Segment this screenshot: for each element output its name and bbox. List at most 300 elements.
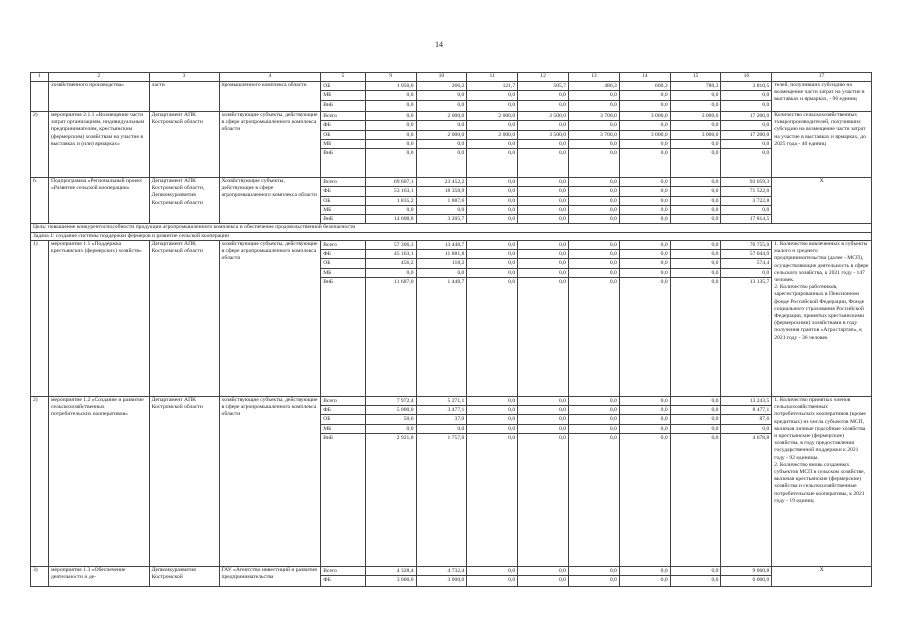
amount-cell: 0,0 — [620, 120, 670, 129]
amount-column — [416, 82, 467, 112]
header-cell: 2 — [49, 73, 150, 82]
funding-sources — [321, 178, 365, 224]
amount-column — [416, 566, 467, 586]
amount-cell: 3 000,0 — [650, 113, 668, 119]
funding-source-label: МБ — [321, 268, 364, 277]
amount-cell: 0,0 — [721, 100, 771, 109]
amount-cell: 0,0 — [671, 148, 721, 157]
expected-result: X — [772, 178, 872, 224]
expected-result: 1. Количество принятых членов сельскохозяйственных потребительских кооперативов (кроме кредитных) из числа субъектов МСП, включая личные подсобные хозяйства и крестьянские (фермерские) хозяйства, в году предоставления государственной поддержки к 2021 году - 92 единицы. 2. Количество вновь созданных субъектов МСП в сельском хозяйстве, включая крестьянские (фермерские) хозяйства и сельскохозяйственные потребительские кооперативы, к 2021 году - 19 единиц — [772, 396, 872, 566]
amount-column — [365, 178, 416, 224]
amount-cell: 0,0 — [671, 139, 721, 148]
amount-cell: 1 835,2 — [366, 196, 416, 205]
amount-cell: 0,0 — [467, 205, 517, 214]
amount-cell: 0,0 — [671, 575, 721, 584]
funding-sources — [321, 240, 365, 396]
amount-cell: 574,4 — [721, 258, 771, 267]
amount-cell: 0,0 — [620, 258, 670, 267]
amount-cell: 118,2 — [417, 258, 467, 267]
goal-row — [31, 224, 872, 232]
amount-cell: 0,0 — [366, 139, 416, 148]
header-cell: 10 — [416, 73, 467, 82]
amount-cell: 0,0 — [671, 90, 721, 99]
table-row — [31, 178, 872, 224]
funding-source-label: ФБ — [321, 575, 364, 584]
budget-table — [30, 72, 872, 587]
amount-cell: 0,0 — [569, 205, 619, 214]
amount-cell: 3 700,0 — [600, 113, 617, 119]
funding-source-label: ОБ — [323, 83, 331, 89]
amount-column — [721, 566, 772, 586]
amount-cell: 0,0 — [467, 268, 517, 277]
amount-cell: 57 044,9 — [721, 249, 771, 258]
amount-cell: 0,0 — [660, 397, 668, 404]
amount-cell: 23 452,2 — [444, 179, 465, 185]
amount-cell: 2 000,0 — [417, 130, 467, 139]
amount-cell: 0,0 — [609, 241, 617, 248]
amount-column — [619, 178, 670, 224]
amount-cell: 0,0 — [620, 424, 670, 433]
amount-column — [721, 240, 772, 396]
amount-cell: 0,0 — [711, 241, 719, 248]
amount-cell: 0,0 — [467, 100, 517, 109]
funding-source-label: ОБ — [321, 130, 364, 139]
amount-cell: 0,0 — [518, 214, 568, 223]
expected-result: Количество сельскохозяйственных товаропроизводителей, получивших субсидию на возмещение части затрат на участие в выставках и ярмарках, до 2025 года - 40 единиц — [772, 112, 872, 178]
amount-cell: 0,0 — [467, 214, 517, 223]
amount-cell: 0,0 — [467, 139, 517, 148]
amount-column — [365, 396, 416, 566]
expected-result: X — [772, 566, 872, 586]
amount-column — [670, 566, 721, 586]
amount-cell: 0,0 — [620, 433, 670, 442]
amount-cell: 2 000,0 — [447, 113, 465, 119]
amount-cell: 3 000,0 — [671, 130, 721, 139]
task-text: Задача 1: создание системы поддержки фермеров и развитие сельской кооперации — [31, 232, 872, 240]
amount-cell: 0,0 — [671, 120, 721, 129]
amount-cell: 17 814,5 — [721, 214, 771, 223]
funding-source-label: Всего — [323, 397, 337, 404]
amount-cell: 0,0 — [660, 179, 668, 185]
funding-source-label: ОБ — [321, 414, 364, 423]
amount-cell: 93 059,3 — [749, 179, 770, 185]
amount-cell: 486,3 — [604, 83, 617, 89]
amount-cell: 0,0 — [711, 567, 719, 574]
amount-cell: 780,3 — [705, 83, 719, 89]
amount-cell: 0,0 — [417, 100, 467, 109]
amount-cell: 3 477,1 — [417, 405, 467, 414]
amount-cell: 0,0 — [467, 414, 517, 423]
executor: Департамент АПК Костромской области — [149, 240, 219, 396]
funding-sources — [321, 566, 365, 586]
amount-column — [568, 178, 619, 224]
amount-cell: 0,0 — [518, 139, 568, 148]
header-cell: 1 — [31, 73, 49, 82]
amount-cell: 0,0 — [467, 249, 517, 258]
amount-column — [518, 240, 569, 396]
measure-name: мероприятие 2.1.1 «Возмещение части затрат организациям, индивидуальным предпринимателям, крестьянским (фермерским) хозяйствам на участие в выставках и (или) ярмарках» — [49, 112, 150, 178]
amount-cell: 0,0 — [569, 214, 619, 223]
amount-cell: 0,0 — [569, 120, 619, 129]
funding-source-label: ФБ — [321, 249, 364, 258]
amount-column — [721, 82, 772, 112]
amount-cell: 0,0 — [366, 90, 416, 99]
header-cell: 15 — [670, 73, 721, 82]
amount-cell: 1 757,0 — [417, 433, 467, 442]
amount-column — [518, 178, 569, 224]
amount-cell: 0,0 — [558, 567, 566, 574]
amount-cell: 13 243,5 — [749, 397, 770, 404]
amount-cell: 0,0 — [366, 130, 416, 139]
amount-cell: 0,0 — [518, 414, 568, 423]
participants: хозяйствующие субъекты, действующие в сфере агропромышленного комплекса области — [219, 112, 321, 178]
amount-cell: 0,0 — [711, 397, 719, 404]
amount-cell: 0,0 — [569, 139, 619, 148]
amount-cell: 0,0 — [508, 567, 516, 574]
row-number: 2) — [31, 396, 49, 566]
amount-cell: 0,0 — [518, 268, 568, 277]
table-row — [31, 82, 872, 112]
amount-cell: 0,0 — [620, 268, 670, 277]
amount-cell: 3 000,0 — [620, 130, 670, 139]
amount-column — [518, 566, 569, 586]
amount-cell: 0,0 — [620, 100, 670, 109]
amount-cell: 50,6 — [366, 414, 416, 423]
amount-cell: 0,0 — [671, 258, 721, 267]
measure-name: мероприятие 1.2 «Создание и развитие сельскохозяйственных потребительских кооперативов» — [49, 396, 150, 566]
amount-cell: 17 200,0 — [749, 113, 770, 119]
header-row — [31, 73, 872, 82]
amount-cell: 0,0 — [467, 575, 517, 584]
amount-cell: 2 000,0 — [467, 130, 517, 139]
amount-cell: 0,0 — [620, 90, 670, 99]
amount-cell: 37,0 — [417, 414, 467, 423]
funding-source-label: Всего — [323, 113, 337, 119]
amount-cell: 3 722,8 — [721, 196, 771, 205]
amount-cell: 266,2 — [451, 83, 465, 89]
amount-cell: 0,0 — [417, 424, 467, 433]
amount-cell: 0,0 — [721, 424, 771, 433]
row-number — [31, 82, 49, 112]
header-cell: 16 — [721, 73, 772, 82]
amount-cell: 3 000,0 — [417, 575, 467, 584]
funding-sources — [321, 112, 365, 178]
table-row — [31, 396, 872, 566]
amount-column — [467, 396, 518, 566]
amount-cell: 5 000,0 — [366, 405, 416, 414]
amount-cell: 0,0 — [721, 90, 771, 99]
row-number: 3) — [31, 566, 49, 586]
amount-column — [518, 396, 569, 566]
amount-column — [568, 396, 619, 566]
amount-cell: 0,0 — [518, 249, 568, 258]
amount-column — [365, 112, 416, 178]
amount-column — [467, 112, 518, 178]
executor: ласти — [149, 82, 219, 112]
executor: Департамент АПК Костромской области, Депконкуразвития Костромской области — [149, 178, 219, 224]
amount-cell: 57 306,3 — [393, 241, 414, 248]
amount-cell: 0,0 — [518, 148, 568, 157]
header-cell: 11 — [467, 73, 518, 82]
amount-cell: 0,0 — [467, 405, 517, 414]
participants: ГАУ «Агентство инвестиций и развития предпринимательства — [219, 566, 321, 586]
amount-cell: 0,0 — [417, 148, 467, 157]
header-cell: 5 — [321, 73, 365, 82]
amount-cell: 0,0 — [671, 424, 721, 433]
amount-cell: 5 271,1 — [447, 397, 465, 404]
amount-cell: 0,0 — [569, 196, 619, 205]
amount-column — [670, 112, 721, 178]
amount-cell: 505,7 — [553, 83, 566, 89]
executor: Депконкуразвития Костромской — [149, 566, 219, 586]
amount-column — [568, 82, 619, 112]
funding-sources — [321, 396, 365, 566]
amount-cell: 0,0 — [366, 120, 416, 129]
table-row — [31, 112, 872, 178]
amount-cell: 0,0 — [569, 424, 619, 433]
amount-cell: 0,0 — [671, 214, 721, 223]
amount-cell: 0,0 — [366, 100, 416, 109]
amount-cell: 0,0 — [721, 268, 771, 277]
funding-source-label: Всего — [323, 567, 337, 574]
row-number: 6. — [31, 178, 49, 224]
amount-cell: 3 205,7 — [417, 214, 467, 223]
amount-column — [365, 82, 416, 112]
table-row — [31, 566, 872, 586]
amount-cell: 0,0 — [467, 186, 517, 195]
amount-cell: 4 732,4 — [447, 567, 465, 574]
amount-cell: 0,0 — [721, 148, 771, 157]
amount-cell: 3 810,5 — [752, 83, 770, 89]
amount-cell: 0,0 — [620, 186, 670, 195]
amount-cell: 7 972,4 — [396, 397, 414, 404]
amount-cell: 0,0 — [660, 567, 668, 574]
amount-cell: 0,0 — [671, 100, 721, 109]
funding-source-label: Всего — [323, 179, 337, 185]
amount-column — [670, 178, 721, 224]
amount-cell: 3 000,0 — [701, 113, 719, 119]
amount-cell: 0,0 — [620, 414, 670, 423]
amount-cell: 0,0 — [620, 575, 670, 584]
amount-cell: 1 050,0 — [396, 83, 414, 89]
amount-cell: 70 755,0 — [749, 241, 770, 248]
amount-cell: 0,0 — [711, 179, 719, 185]
amount-cell: 121,7 — [502, 83, 516, 89]
amount-cell: 0,0 — [620, 249, 670, 258]
amount-cell: 0,0 — [366, 205, 416, 214]
task-row — [31, 232, 872, 240]
amount-cell: 2 921,8 — [366, 433, 416, 442]
funding-source-label: ОБ — [321, 258, 364, 267]
header-cell: 17 — [772, 73, 872, 82]
amount-cell: 0,0 — [671, 414, 721, 423]
amount-cell: 0,0 — [609, 397, 617, 404]
amount-column — [416, 112, 467, 178]
amount-cell: 71 522,0 — [721, 186, 771, 195]
amount-cell: 0,0 — [569, 90, 619, 99]
header-cell: 9 — [365, 73, 416, 82]
amount-column — [365, 240, 416, 396]
amount-cell: 18 358,9 — [417, 186, 467, 195]
amount-cell: 0,0 — [558, 397, 566, 404]
amount-cell: 0,0 — [671, 205, 721, 214]
amount-cell: 0,0 — [569, 433, 619, 442]
amount-cell: 3 700,0 — [569, 130, 619, 139]
amount-column — [467, 178, 518, 224]
amount-cell: 0,0 — [671, 277, 721, 286]
funding-source-label: МБ — [321, 205, 364, 214]
amount-cell: 456,2 — [366, 258, 416, 267]
amount-cell: 0,0 — [671, 433, 721, 442]
amount-cell: 45 163,1 — [366, 249, 416, 258]
amount-cell: 0,0 — [569, 414, 619, 423]
amount-cell: 0,0 — [518, 575, 568, 584]
amount-cell: 0,0 — [467, 277, 517, 286]
amount-cell: 0,0 — [518, 405, 568, 414]
amount-cell: 0,0 — [406, 113, 414, 119]
amount-cell: 6 000,0 — [721, 575, 771, 584]
funding-source-label: ФБ — [321, 186, 364, 195]
amount-cell: 0,0 — [508, 179, 516, 185]
amount-cell: 69 607,1 — [393, 179, 414, 185]
amount-cell: 1 887,6 — [417, 196, 467, 205]
amount-column — [416, 240, 467, 396]
amount-cell: 0,0 — [518, 205, 568, 214]
amount-cell: 0,0 — [518, 258, 568, 267]
funding-source-label: ВнБ — [321, 433, 364, 442]
amount-column — [568, 566, 619, 586]
amount-cell: 4 678,8 — [721, 433, 771, 442]
funding-source-label: ОБ — [321, 196, 364, 205]
amount-column — [721, 396, 772, 566]
amount-cell: 0,0 — [417, 268, 467, 277]
amount-cell: 0,0 — [620, 205, 670, 214]
amount-cell: 3 500,0 — [518, 130, 568, 139]
amount-column — [670, 396, 721, 566]
amount-cell: 13 135,7 — [721, 277, 771, 286]
amount-cell: 0,0 — [417, 139, 467, 148]
amount-cell: 0,0 — [417, 90, 467, 99]
amount-column — [619, 112, 670, 178]
amount-cell: 0,0 — [721, 205, 771, 214]
participants: хозяйствующие субъекты, действующие в сфере агропромышленного комплекса области — [219, 396, 321, 566]
row-number: 2) — [31, 112, 49, 178]
amount-cell: 0,0 — [518, 120, 568, 129]
amount-column — [619, 240, 670, 396]
expected-result: 1. Количество вовлеченных в субъекты малого и среднего предпринимательства (далее - МСП), осуществляющие деятельность в сфере сельского хозяйства, к 2021 году - 147 человек. 2. Количество работников, зарегистрированных в Пенсионном фонде Российской Федерации, Фонде социального страхования Российской Федерации, принятых крестьянскими (фермерскими) хозяйствами в году получения грантов «Агростартап», к 2021 году - 36 человек — [772, 240, 872, 396]
amount-cell: 0,0 — [721, 120, 771, 129]
amount-column — [568, 240, 619, 396]
amount-column — [670, 240, 721, 396]
amount-column — [467, 82, 518, 112]
amount-cell: 1 448,7 — [417, 277, 467, 286]
amount-cell: 0,0 — [569, 258, 619, 267]
header-cell: 13 — [568, 73, 619, 82]
funding-source-label: ФБ — [321, 120, 364, 129]
amount-column — [568, 112, 619, 178]
amount-cell: 3 000,0 — [366, 575, 416, 584]
amount-column — [619, 396, 670, 566]
amount-cell: 0,0 — [721, 139, 771, 148]
amount-cell: 0,0 — [569, 186, 619, 195]
amount-cell: 0,0 — [508, 397, 516, 404]
amount-cell: 0,0 — [467, 196, 517, 205]
amount-cell: 0,0 — [609, 179, 617, 185]
amount-cell: 0,0 — [569, 405, 619, 414]
amount-column — [619, 82, 670, 112]
amount-cell: 0,0 — [518, 433, 568, 442]
amount-cell: 0,0 — [508, 241, 516, 248]
funding-source-label: МБ — [321, 139, 364, 148]
amount-column — [416, 178, 467, 224]
participants: промышленного комплекса области — [219, 82, 321, 112]
amount-cell: 0,0 — [366, 268, 416, 277]
participants: хозяйствующие субъекты, действующие в сфере агропромышленного комплекса области — [219, 240, 321, 396]
amount-cell: 87,6 — [721, 414, 771, 423]
amount-column — [670, 82, 721, 112]
amount-cell: 53 163,1 — [366, 186, 416, 195]
amount-cell: 0,0 — [569, 249, 619, 258]
amount-cell: 13 448,7 — [444, 241, 465, 248]
amount-cell: 0,0 — [671, 186, 721, 195]
amount-cell: 0,0 — [620, 139, 670, 148]
header-cell: 4 — [219, 73, 321, 82]
header-cell: 3 — [149, 73, 219, 82]
amount-cell: 9 060,8 — [752, 567, 770, 574]
amount-cell: 0,0 — [569, 277, 619, 286]
amount-cell: 0,0 — [569, 100, 619, 109]
amount-cell: 0,0 — [671, 196, 721, 205]
header-cell: 14 — [619, 73, 670, 82]
amount-cell: 600,3 — [655, 83, 668, 89]
measure-name: Подпрограмма «Региональный проект «Развитие сельской кооперации» — [49, 178, 150, 224]
amount-column — [467, 566, 518, 586]
amount-cell: 0,0 — [518, 186, 568, 195]
amount-cell: 0,0 — [417, 120, 467, 129]
amount-cell: 0,0 — [417, 205, 467, 214]
amount-column — [619, 566, 670, 586]
amount-cell: 11 687,0 — [366, 277, 416, 286]
amount-cell: 3 500,0 — [549, 113, 566, 119]
amount-cell: 0,0 — [671, 268, 721, 277]
amount-cell: 0,0 — [609, 567, 617, 574]
amount-cell: 0,0 — [620, 196, 670, 205]
goal-text: Цель: повышение конкурентоспособности продукции агропромышленного комплекса и обеспечение продовольственной безопасности — [31, 224, 872, 232]
amount-column — [721, 112, 772, 178]
amount-cell: 0,0 — [467, 90, 517, 99]
amount-cell: 0,0 — [467, 433, 517, 442]
table-row — [31, 240, 872, 396]
amount-cell: 0,0 — [620, 214, 670, 223]
funding-source-label: ВнБ — [321, 148, 364, 157]
funding-source-label: ВнБ — [321, 214, 364, 223]
amount-cell: 0,0 — [467, 258, 517, 267]
amount-cell: 8 477,1 — [721, 405, 771, 414]
expected-result: телей, получивших субсидию на возмещение части затрат на участие в выставках и ярмарках, - 96 единиц — [772, 82, 872, 112]
amount-cell: 0,0 — [620, 148, 670, 157]
amount-cell: 0,0 — [558, 179, 566, 185]
measure-name: мероприятие 1.3 «Обеспечение деятельности и де- — [49, 566, 150, 586]
funding-source-label: ВнБ — [321, 277, 364, 286]
measure-name: мероприятие 1.1 «Поддержка крестьянских (фермерских) хозяйств» — [49, 240, 150, 396]
amount-column — [467, 240, 518, 396]
page-number: 14 — [435, 40, 443, 49]
amount-cell: 17 200,0 — [721, 130, 771, 139]
header-cell: 12 — [518, 73, 569, 82]
amount-cell: 4 328,4 — [396, 567, 414, 574]
amount-cell: 14 608,8 — [366, 214, 416, 223]
executor: Департамент АПК Костромской области — [149, 396, 219, 566]
